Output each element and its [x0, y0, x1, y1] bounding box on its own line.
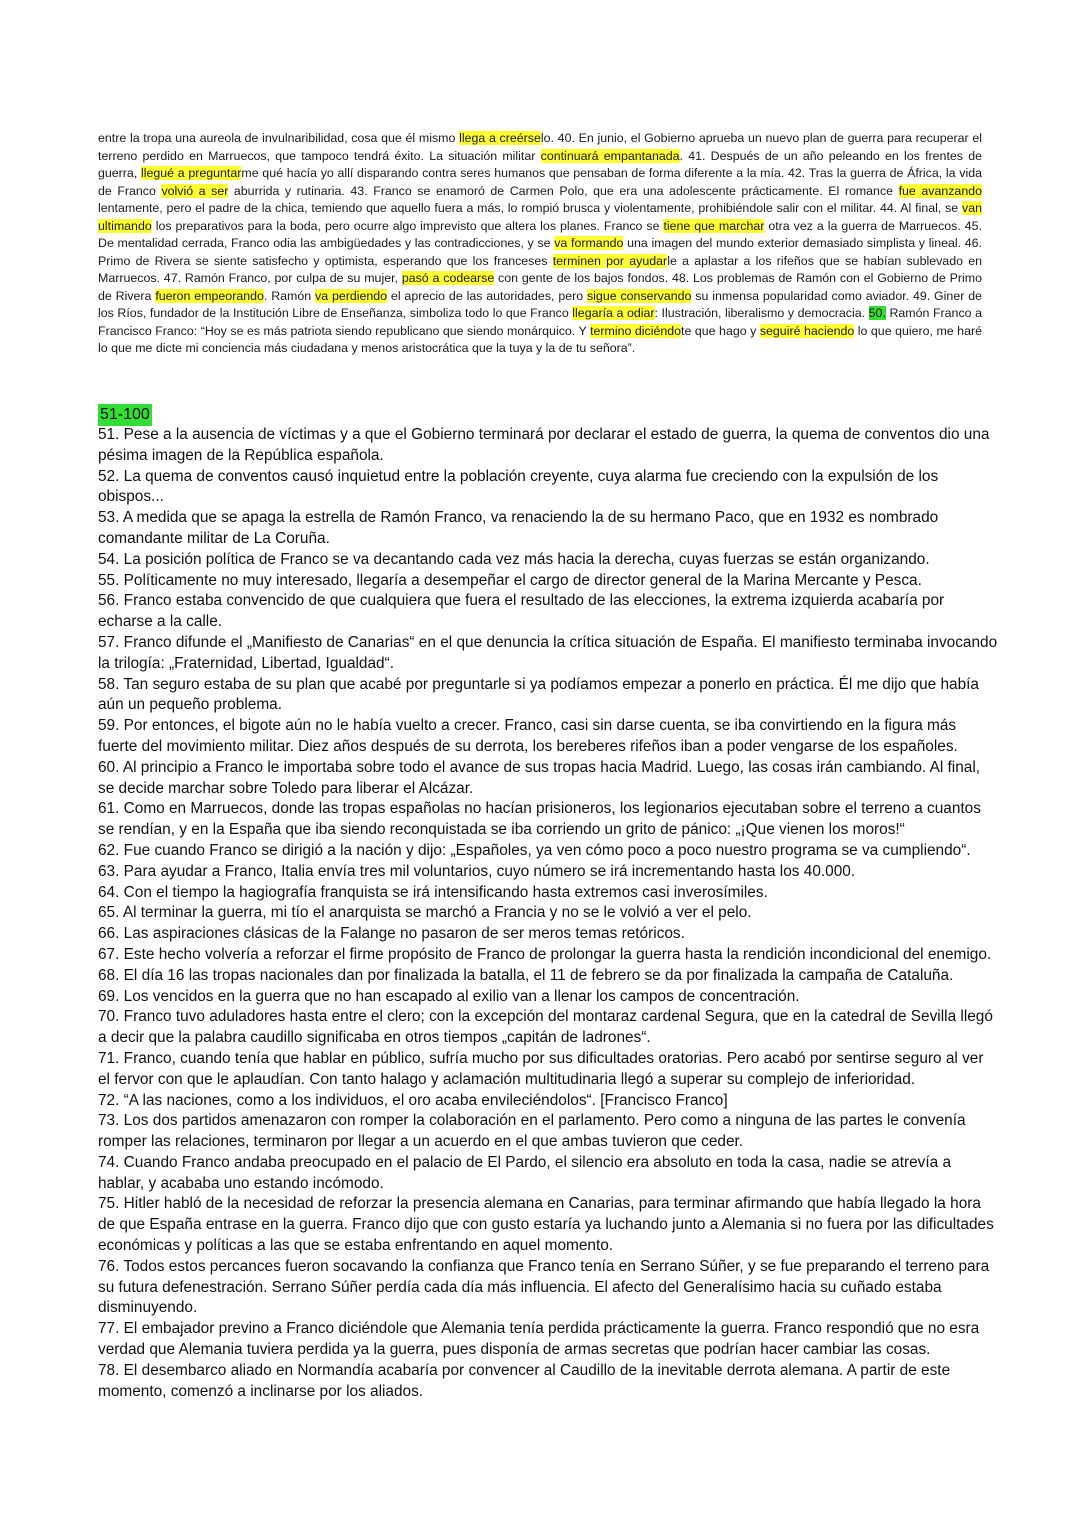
sentence-list [98, 425, 998, 1402]
continued-paragraph: entre la tropa una aureola de invulnaribilidad, cosa que él mismo llega a creérselo. 40. En junio, el Gobierno aprueba un nuevo plan de guerra para recuperar el terreno perdido en Marruecos, que tampoco tendrá éxito. La situación militar continuará empantanada. 41. Después de un año peleando en los frentes de guerra, llegué a preguntarme qué hacía yo allí disparando contra seres humanos que pensaban de forma diferente a la mía. 42. Tras la guerra de África, la vida de Franco volvió a ser aburrida y rutinaria. 43. Franco se enamoró de Carmen Polo, que era una adolescente prácticamente. El romance fue avanzando lentamente, pero el padre de la chica, temiendo que aquello fuera a más, lo rompió brusca y violentamente, prohibiéndole salir con el militar. 44. Al final, se van ultimando los preparativos para la boda, pero ocurre algo imprevisto que altera los planes. Franco se tiene que marchar otra vez a la guerra de Marruecos. 45. De mentalidad cerrada, Franco odia las ambigüedades y las contradicciones, y se va formando una imagen del mundo exterior demasiado simplista y lineal. 46. Primo de Rivera se siente satisfecho y optimista, esperando que los franceses terminen por ayudarle a aplastar a los rifeños que se habían sublevado en Marruecos. 47. Ramón Franco, por culpa de su mujer, pasó a codearse con gente de los bajos fondos. 48. Los problemas de Ramón con el Gobierno de Primo de Rivera fueron empeorando. Ramón va perdiendo el aprecio de las autoridades, pero sigue conservando su inmensa popularidad como aviador. 49. Giner de los Ríos, fundador de la Institución Libre de Enseñanza, simboliza todo lo que Franco llegaría a odiar: Ilustración, liberalismo y democracia. 50. Ramón Franco a Francisco Franco: “Hoy se es más patriota siendo republicano que siendo monárquico. Y termino diciéndote que hago y seguiré haciendo lo que quiero, me haré lo que me dicte mi conciencia más ciudadana y menos aristocrática que la tuya y la de tu señora”. [98, 131, 982, 355]
list-item: 63. Para ayudar a Franco, Italia envía tres mil voluntarios, cuyo número se irá incrementando hasta los 40.000. [98, 862, 856, 880]
list-item: 62. Fue cuando Franco se dirigió a la nación y dijo: „Españoles, ya ven cómo poco a poco nuestro programa se va cumpliendo“. [98, 841, 971, 859]
highlight: va perdiendo [315, 288, 388, 303]
list-item: 55. Políticamente no muy interesado, llegaría a desempeñar el cargo de director general de la Marina Mercante y Pesca. [98, 571, 922, 589]
list-item: 73. Los dos partidos amenazaron con romper la colaboración en el parlamento. Pero como a ninguna de las partes le convenía romper las relaciones, terminaron por llegar a un acuerdo en el que ambas tuvieron que ceder. [98, 1112, 966, 1151]
list-item: 67. Este hecho volvería a reforzar el firme propósito de Franco de prolongar la guerra hasta la rendición incondicional del enemigo. [98, 945, 992, 963]
highlight: terminen por ayudar [552, 253, 668, 268]
highlight: tiene que marchar [663, 218, 765, 233]
list-item: 70. Franco tuvo aduladores hasta entre el clero; con la excepción del montaraz cardenal Segura, que en la catedral de Sevilla llegó a decir que la palabra caudillo significaba en otros tiempos „capitán de ladrones“. [98, 1008, 993, 1047]
list-item: 60. Al principio a Franco le importaba sobre todo el avance de sus tropas hacia Madrid. Luego, las cosas irán cambiando. Al final, se decide marchar sobre Toledo para liberar el Alcázar. [98, 758, 981, 797]
list-item: 59. Por entonces, el bigote aún no le había vuelto a crecer. Franco, casi sin darse cuenta, se iba convirtiendo en la figura más fuerte del movimiento militar. Diez años después de su derrota, los bereberes rifeños iban a poder vengarse de los españoles. [98, 717, 958, 755]
list-item: 61. Como en Marruecos, donde las tropas españolas no hacían prisioneros, los legionarios ejecutaban sobre el terreno a cuantos se rendían, y en la España que iba siendo reconquistada se iba corriendo un grito de pánico: „¡Que vienen los moros!“ [98, 800, 981, 839]
list-item: 77. El embajador previno a Franco diciéndole que Alemania tenía perdida prácticamente la guerra. Franco respondió que no esra verdad que Alemania tuviera perdida ya la guerra, pues disponía de armas secretas que podrían hacer cambiar las cosas. [98, 1320, 980, 1359]
list-item: 71. Franco, cuando tenía que hablar en público, sufría mucho por sus dificultades oratorias. Pero acabó por sentirse seguro al ver el fervor con que le aplaudían. Con tanto halago y aclamación multitudinaria llegó a superar su complejo de inferioridad. [98, 1049, 984, 1088]
list-item: 76. Todos estos percances fueron socavando la confianza que Franco tenía en Serrano Súñer, y se fue preparando el terreno para su futura defenestración. Serrano Súñer perdía cada día más influencia. El afecto del Generalísimo hacia su cuñado estaba disminuyendo. [98, 1257, 990, 1317]
list-item: 78. El desembarco aliado en Normandía acabaría por convencer al Caudillo de la inevitable derrota alemana. A partir de este momento, comenzó a inclinarse por los aliados. [98, 1361, 951, 1400]
list-item: 64. Con el tiempo la hagiografía franquista se irá intensificando hasta extremos casi inverosímiles. [98, 883, 768, 901]
highlight: llegué a preguntar [140, 166, 242, 180]
section-heading: 51-100 [98, 404, 152, 426]
list-item: 75. Hitler habló de la necesidad de reforzar la presencia alemana en Canarias, para terminar afirmando que había llegado la hora de que España entrase en la guerra. Franco dijo que con gusto estaría ya luchando junto a Alemania si no fuera por las dificultades económicas y políticas a las que se estaba enfrentando en aquel momento. [98, 1195, 994, 1255]
highlight: seguiré haciendo [759, 323, 855, 338]
list-item: 74. Cuando Franco andaba preocupado en el palacio de El Pardo, el silencio era absoluto en toda la casa, nadie se atrevía a hablar, y acababa uno estando incómodo. [98, 1153, 952, 1192]
highlight: fueron empeorando [155, 288, 264, 303]
highlight: llegaría a odiar [572, 306, 655, 320]
highlight: fue avanzando [898, 183, 982, 198]
highlight: volvió a ser [161, 183, 229, 198]
highlight: pasó a codearse [401, 271, 495, 285]
list-item: 68. El día 16 las tropas nacionales dan por finalizada la batalla, el 11 de febrero se da por finalizada la campaña de Cataluña. [98, 966, 954, 984]
highlight: van ultimando [98, 201, 982, 233]
list-item: 54. La posición política de Franco se va decantando cada vez más hacia la derecha, cuyas fuerzas se están organizando. [98, 550, 930, 568]
highlight: va formando [554, 236, 624, 250]
list-item: 69. Los vencidos en la guerra que no han escapado al exilio van a llenar los campos de concentración. [98, 987, 800, 1005]
highlight-green: 50. [868, 306, 886, 320]
list-item: 57. Franco difunde el „Manifiesto de Canarias“ en el que denuncia la crítica situación de España. El manifiesto terminaba invocando la trilogía: „Fraternidad, Libertad, Igualdad“. [98, 633, 998, 672]
highlight: continuará empantanada [540, 148, 680, 163]
highlight: termino diciéndo [590, 323, 682, 338]
list-item: 53. A medida que se apaga la estrella de Ramón Franco, va renaciendo la de su hermano Paco, que en 1932 es nombrado comandante militar de La Coruña. [98, 509, 939, 547]
list-item: 66. Las aspiraciones clásicas de la Falange no pasaron de ser meros temas retóricos. [98, 925, 685, 943]
list-item: 56. Franco estaba convencido de que cualquiera que fuera el resultado de las elecciones, la extrema izquierda acabaría por echarse a la calle. [98, 592, 945, 631]
highlight: llega a creérse [459, 131, 541, 145]
list-item: 72. “A las naciones, como a los individuos, el oro acaba envileciéndolos“. [Francisco Franco] [98, 1091, 728, 1109]
list-item: 51. Pese a la ausencia de víctimas y a que el Gobierno terminará por declarar el estado de guerra, la quema de conventos dio una pésima imagen de la República española. [98, 426, 990, 464]
list-item: 58. Tan seguro estaba de su plan que acabé por preguntarle si ya podíamos empezar a ponerlo en práctica. Él me dijo que había aún un pequeño problema. [98, 675, 979, 714]
list-item: 52. La quema de conventos causó inquietud entre la población creyente, cuya alarma fue creciendo con la expulsión de los obispos... [98, 467, 939, 506]
list-item: 65. Al terminar la guerra, mi tío el anarquista se marchó a Francia y no se le volvió a ver el pelo. [98, 904, 752, 922]
highlight: sigue conservando [586, 288, 692, 303]
